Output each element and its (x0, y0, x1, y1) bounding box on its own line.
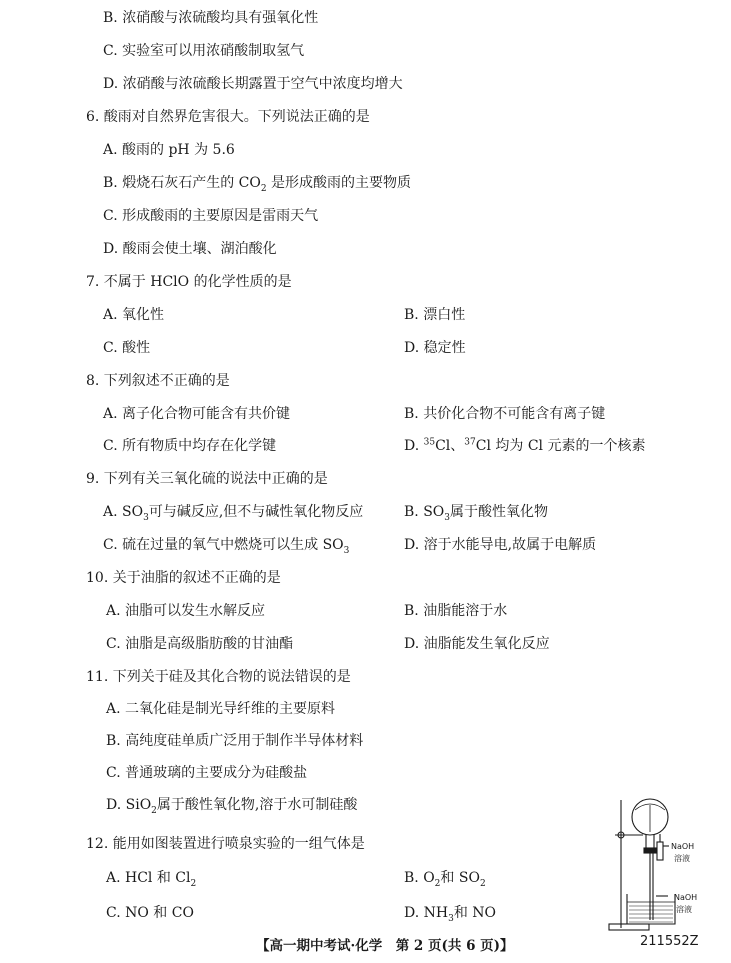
q10-option-b: B. 油脂能溶于水 (404, 603, 508, 619)
q11-stem: 11. 下列关于硅及其化合物的说法错误的是 (86, 669, 351, 685)
q12-stem: 12. 能用如图装置进行喷泉实验的一组气体是 (86, 836, 365, 852)
label-solution-dropper: 溶液 (674, 854, 690, 863)
q6-option-b: B. 煅烧石灰石产生的 $CO_2$ 是形成酸雨的主要物质 (103, 175, 412, 194)
liquid-hatch (629, 906, 673, 922)
q11-option-c: C. 普通玻璃的主要成分为硅酸盐 (106, 765, 308, 781)
q9-option-c: C. 硫在过量的氧气中燃烧可以生成 $SO_3$ (103, 537, 350, 556)
q9-stem: 9. 下列有关三氧化硫的说法中正确的是 (86, 471, 328, 487)
q9-option-b: B. $SO_3$属于酸性氧化物 (404, 504, 548, 523)
q7-stem: 7. 不属于 HClO 的化学性质的是 (86, 274, 292, 290)
beaker (627, 894, 675, 924)
q7-option-b: B. 漂白性 (404, 307, 466, 323)
q7-option-d: D. 稳定性 (404, 340, 466, 356)
dropper (657, 842, 663, 860)
q5-option-c: C. 实验室可以用浓硝酸制取氢气 (103, 43, 305, 59)
q9-option-d: D. 溶于水能导电,故属于电解质 (404, 537, 597, 553)
q10-option-d: D. 油脂能发生氧化反应 (404, 636, 550, 652)
q8-option-b: B. 共价化合物不可能含有离子键 (404, 406, 606, 422)
q12-option-b: B. $O_2$和 $SO_2$ (404, 870, 486, 889)
q5-option-b: B. 浓硝酸与浓硫酸均具有强氧化性 (103, 10, 319, 26)
q11-option-b: B. 高纯度硅单质广泛用于制作半导体材料 (106, 733, 364, 749)
rubber-stopper (644, 848, 656, 853)
q6-option-c: C. 形成酸雨的主要原因是雷雨天气 (103, 208, 319, 224)
page-footer-code: 211552Z (640, 934, 699, 949)
q12-option-c: C. NO 和 CO (106, 905, 194, 921)
label-naoh-beaker: NaOH (674, 893, 698, 902)
q10-option-a: A. 油脂可以发生水解反应 (106, 603, 266, 619)
q12-option-a: A. HCl 和 $Cl_2$ (106, 870, 197, 889)
page-footer-title: 【高一期中考试·化学 第 2 页(共 6 页)】 (256, 938, 514, 954)
q8-option-a: A. 离子化合物可能含有共价键 (103, 406, 291, 422)
q6-option-a: A. 酸雨的 pH 为 5.6 (103, 142, 235, 158)
q12-option-d: D. $NH_3$和 NO (404, 905, 497, 924)
q8-option-d: D. $^{35}$Cl、$^{37}$Cl 均为 Cl 元素的一个核素 (404, 437, 646, 454)
label-solution-beaker: 溶液 (676, 905, 692, 914)
q10-stem: 10. 关于油脂的叙述不正确的是 (86, 570, 281, 586)
q10-option-c: C. 油脂是高级脂肪酸的甘油酯 (106, 636, 294, 652)
q8-option-c: C. 所有物质中均存在化学键 (103, 438, 277, 454)
fountain-apparatus-figure (603, 792, 711, 934)
label-naoh-dropper: NaOH (671, 842, 695, 851)
q7-option-c: C. 酸性 (103, 340, 151, 356)
q11-option-d: D. SiO$_2$属于酸性氧化物,溶于水可制硅酸 (106, 797, 358, 816)
q8-stem: 8. 下列叙述不正确的是 (86, 373, 230, 389)
q7-option-a: A. 氧化性 (103, 307, 165, 323)
q6-option-d: D. 酸雨会使土壤、湖泊酸化 (103, 241, 277, 257)
stand-base (609, 924, 649, 930)
q9-option-a: A. $SO_3$可与碱反应,但不与碱性氧化物反应 (103, 504, 364, 523)
q11-option-a: A. 二氧化硅是制光导纤维的主要原料 (106, 701, 336, 717)
q6-stem: 6. 酸雨对自然界危害很大。下列说法正确的是 (86, 109, 370, 125)
q5-option-d: D. 浓硝酸与浓硫酸长期露置于空气中浓度均增大 (103, 76, 403, 92)
